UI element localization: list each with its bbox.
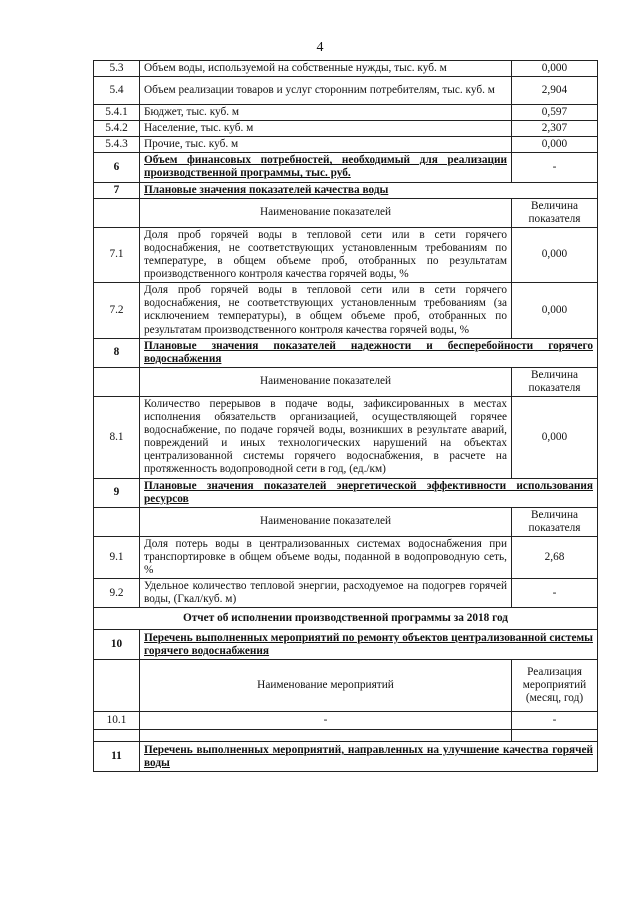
section-row — [94, 742, 598, 772]
section-number: 8 — [94, 338, 140, 367]
empty-cell — [94, 507, 140, 536]
row-number: 5.4.2 — [94, 121, 140, 137]
column-header-value: Величина показателя — [512, 198, 598, 227]
section-number: 10 — [94, 630, 140, 660]
table-row — [94, 396, 598, 478]
table-row — [94, 105, 598, 121]
column-header-value: Реализация мероприятий (месяц, год) — [512, 660, 598, 712]
column-header-value: Величина показателя — [512, 507, 598, 536]
table-row — [94, 121, 598, 137]
table-header-row — [94, 507, 598, 536]
row-value: - — [512, 579, 598, 608]
row-number: 7.1 — [94, 227, 140, 282]
row-number: 5.4.3 — [94, 137, 140, 153]
empty-cell — [94, 660, 140, 712]
section-number: 9 — [94, 478, 140, 507]
row-text: Население, тыс. куб. м — [140, 121, 512, 137]
row-number: 5.4.1 — [94, 105, 140, 121]
section-title: Объем финансовых потребностей, необходимый для реализации производственной программы, тыс. руб. — [140, 153, 512, 182]
report-title-row — [94, 608, 598, 630]
column-header-name: Наименование мероприятий — [140, 660, 512, 712]
section-row — [94, 338, 598, 367]
table-row — [94, 579, 598, 608]
section-row — [94, 153, 598, 182]
row-value: 2,68 — [512, 536, 598, 578]
empty-cell — [512, 730, 598, 742]
section-number: 6 — [94, 153, 140, 182]
row-text: Количество перерывов в подаче воды, зафиксированных в местах исполнения обязательств организацией, осуществляющей горячее водоснабжение, по подаче горячей воды, возникших в результате аварий, повреждений и иных технологических нарушений на объектах централизованной системы горячего водоснабжения, в расчете на протяженность водопроводной сети в год, (ед./км) — [140, 396, 512, 478]
program-table — [93, 60, 598, 772]
table-header-row — [94, 198, 598, 227]
row-text: Объем воды, используемой на собственные нужды, тыс. куб. м — [140, 61, 512, 77]
section-title: Перечень выполненных мероприятий, направленных на улучшение качества горячей воды — [140, 742, 598, 772]
table-row — [94, 227, 598, 282]
row-value: 2,904 — [512, 77, 598, 105]
section-title: Перечень выполненных мероприятий по ремонту объектов централизованной системы горячего водоснабжения — [140, 630, 598, 660]
section-title: Плановые значения показателей энергетической эффективности использования ресурсов — [140, 478, 598, 507]
row-text: Удельное количество тепловой энергии, расходуемое на подогрев горячей воды, (Гкал/куб. м) — [140, 579, 512, 608]
spacer-row — [94, 730, 598, 742]
column-header-name: Наименование показателей — [140, 367, 512, 396]
table-row — [94, 712, 598, 730]
table-row — [94, 77, 598, 105]
column-header-value: Величина показателя — [512, 367, 598, 396]
row-text: - — [140, 712, 512, 730]
row-number: 5.4 — [94, 77, 140, 105]
report-title: Отчет об исполнении производственной программы за 2018 год — [94, 608, 598, 630]
row-value: - — [512, 712, 598, 730]
table-header-row — [94, 367, 598, 396]
table-row — [94, 61, 598, 77]
row-number: 7.2 — [94, 283, 140, 338]
table-header-row — [94, 660, 598, 712]
table-row — [94, 137, 598, 153]
table-row — [94, 536, 598, 578]
empty-cell — [94, 367, 140, 396]
page-number: 4 — [316, 40, 324, 55]
row-text: Объем реализации товаров и услуг сторонним потребителям, тыс. куб. м — [140, 77, 512, 105]
section-number: 7 — [94, 182, 140, 198]
column-header-name: Наименование показателей — [140, 507, 512, 536]
row-text: Бюджет, тыс. куб. м — [140, 105, 512, 121]
section-title: Плановые значения показателей качества воды — [140, 182, 598, 198]
row-number: 10.1 — [94, 712, 140, 730]
row-number: 9.1 — [94, 536, 140, 578]
row-text: Доля проб горячей воды в тепловой сети или в сети горячего водоснабжения, не соответствующих установленным требованиям (за исключением температуры), в общем объеме проб, отобранных по результатам производственного контроля качества горячей воды, % — [140, 283, 512, 338]
section-row — [94, 478, 598, 507]
row-text: Прочие, тыс. куб. м — [140, 137, 512, 153]
row-text: Доля потерь воды в централизованных системах водоснабжения при транспортировке в общем объеме воды, поданной в водопроводную сеть, % — [140, 536, 512, 578]
section-title: Плановые значения показателей надежности и бесперебойности горячего водоснабжения — [140, 338, 598, 367]
empty-cell — [94, 730, 140, 742]
row-value: 0,000 — [512, 396, 598, 478]
row-value: 2,307 — [512, 121, 598, 137]
empty-cell — [140, 730, 512, 742]
row-value: 0,000 — [512, 227, 598, 282]
row-number: 5.3 — [94, 61, 140, 77]
row-number: 8.1 — [94, 396, 140, 478]
row-number: 9.2 — [94, 579, 140, 608]
column-header-name: Наименование показателей — [140, 198, 512, 227]
table-row — [94, 283, 598, 338]
empty-cell — [94, 198, 140, 227]
row-value: 0,000 — [512, 137, 598, 153]
row-value: 0,597 — [512, 105, 598, 121]
section-row — [94, 630, 598, 660]
section-number: 11 — [94, 742, 140, 772]
row-value: - — [512, 153, 598, 182]
row-value: 0,000 — [512, 61, 598, 77]
row-value: 0,000 — [512, 283, 598, 338]
row-text: Доля проб горячей воды в тепловой сети или в сети горячего водоснабжения, не соответствующих установленным требованиям по температуре, в общем объеме проб, отобранных по результатам производственного контроля качества горячей воды, % — [140, 227, 512, 282]
section-row — [94, 182, 598, 198]
